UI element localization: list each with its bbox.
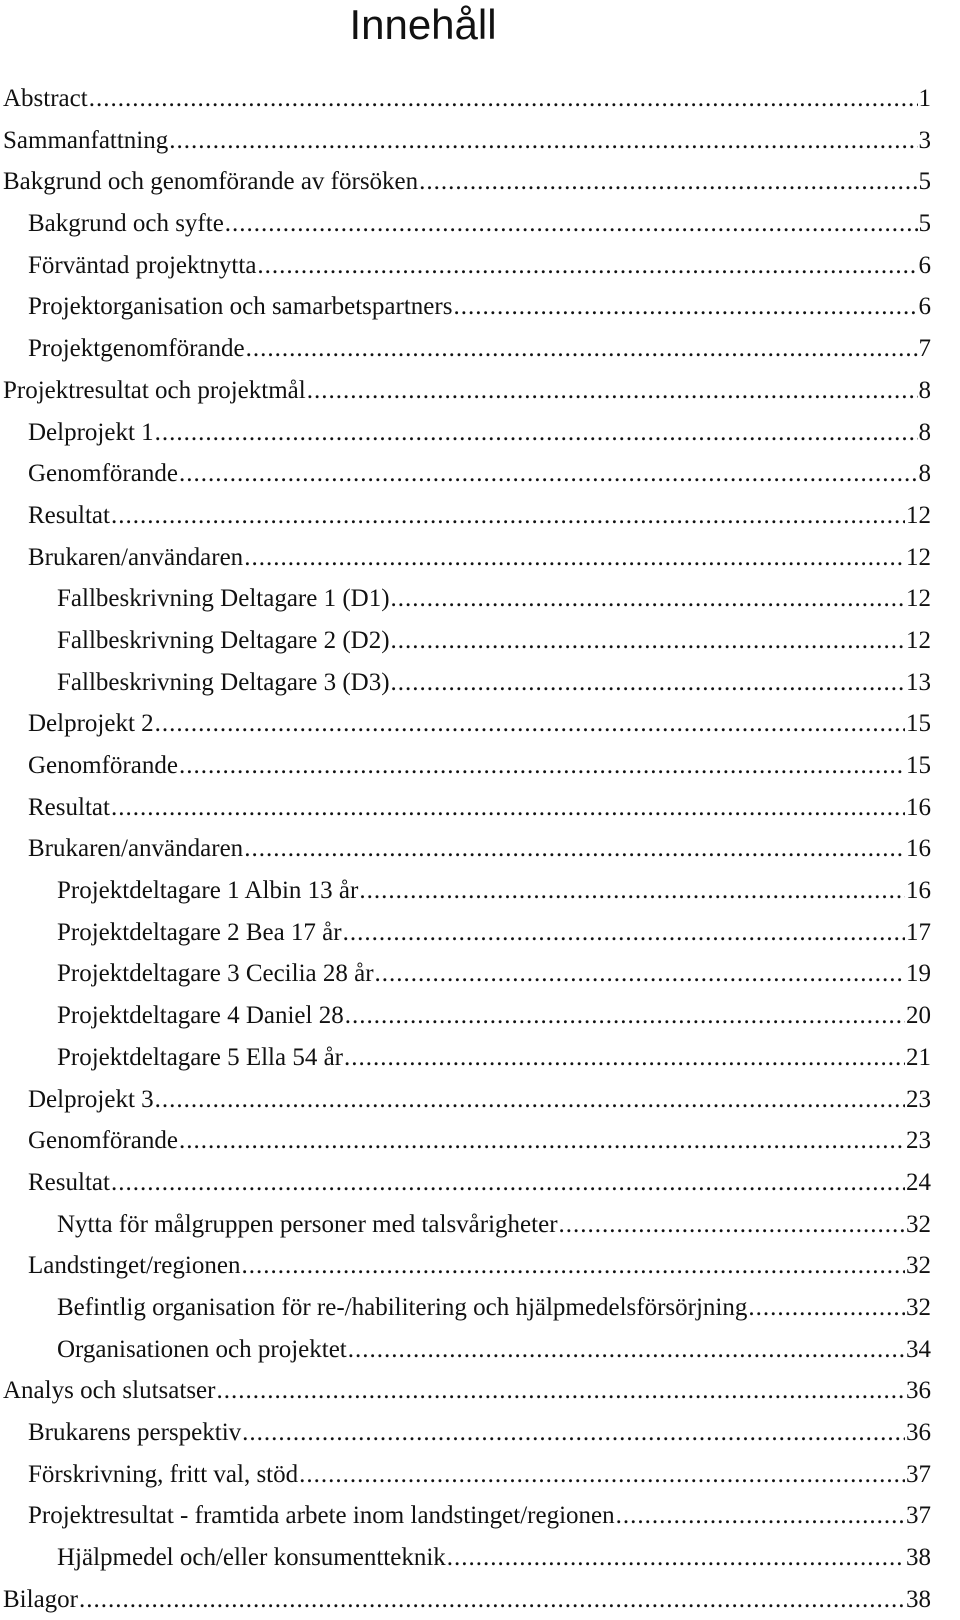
page-title: Innehåll	[349, 1, 497, 48]
toc-entry[interactable]	[3, 953, 931, 995]
toc-entry-label: Bakgrund och syfte	[28, 210, 224, 238]
toc-entry-page-number: 8	[918, 376, 931, 404]
toc-entry-page-number: 37	[906, 1460, 931, 1488]
toc-dot-leader	[179, 1120, 905, 1162]
toc-entry-label: Abstract	[3, 85, 88, 112]
toc-entry[interactable]	[3, 1412, 931, 1454]
toc-dot-leader	[111, 1162, 905, 1204]
toc-entry[interactable]	[3, 120, 931, 162]
toc-entry-page-number: 16	[906, 793, 931, 821]
toc-entry[interactable]	[3, 328, 931, 370]
toc-entry-page-number: 38	[906, 1544, 931, 1572]
toc-entry-page-number: 38	[906, 1585, 931, 1613]
toc-entry[interactable]	[3, 662, 931, 704]
toc-dot-leader	[225, 203, 918, 245]
toc-dot-leader	[244, 537, 905, 579]
toc-dot-leader	[155, 703, 905, 745]
toc-entry-label: Resultat	[28, 793, 110, 821]
toc-entry-page-number: 21	[906, 1043, 931, 1071]
toc-entry-label: Resultat	[28, 1168, 110, 1196]
toc-entry[interactable]	[3, 1037, 931, 1079]
toc-dot-leader	[419, 161, 917, 203]
toc-entry[interactable]	[3, 1454, 931, 1496]
toc-entry-label: Delprojekt 1	[28, 418, 154, 446]
toc-entry[interactable]	[3, 995, 931, 1037]
toc-entry-page-number: 6	[918, 251, 931, 279]
toc-entry-label: Delprojekt 3	[28, 1085, 154, 1113]
toc-dot-leader	[391, 662, 905, 704]
toc-entry-page-number: 12	[906, 626, 931, 654]
toc-entry[interactable]	[3, 1579, 931, 1620]
toc-entry[interactable]	[3, 1537, 931, 1579]
toc-entry-label: Delprojekt 2	[28, 710, 154, 738]
toc-entry[interactable]	[3, 245, 931, 287]
toc-entry[interactable]	[3, 870, 931, 912]
toc-entry[interactable]	[3, 828, 931, 870]
toc-entry-page-number: 8	[918, 460, 931, 488]
toc-entry-label: Analys och slutsatser	[3, 1377, 216, 1405]
toc-dot-leader	[179, 453, 918, 495]
toc-entry-label: Projektdeltagare 3 Cecilia 28 år	[57, 960, 374, 988]
toc-entry-page-number: 1	[918, 85, 931, 112]
toc-entry-label: Hjälpmedel och/eller konsumentteknik	[57, 1544, 446, 1572]
toc-entry-label: Projektdeltagare 2 Bea 17 år	[57, 918, 342, 946]
toc-dot-leader	[391, 578, 905, 620]
toc-entry[interactable]	[3, 286, 931, 328]
toc-entry-page-number: 19	[906, 960, 931, 988]
toc-dot-leader	[453, 286, 917, 328]
table-of-contents	[3, 78, 931, 1620]
toc-entry-label: Fallbeskrivning Deltagare 2 (D2)	[57, 626, 390, 654]
toc-entry-page-number: 15	[906, 710, 931, 738]
toc-entry-label: Projektresultat och projektmål	[3, 376, 306, 404]
toc-entry-label: Nytta för målgruppen personer med talsvårigheter	[57, 1210, 558, 1238]
toc-entry-page-number: 37	[906, 1502, 931, 1530]
toc-entry[interactable]	[3, 1245, 931, 1287]
toc-entry[interactable]	[3, 787, 931, 829]
toc-entry-page-number: 36	[906, 1419, 931, 1446]
toc-entry-label: Projektdeltagare 5 Ella 54 år	[57, 1043, 343, 1071]
toc-dot-leader	[307, 370, 918, 412]
toc-dot-leader	[299, 1454, 905, 1496]
toc-entry[interactable]	[3, 912, 931, 954]
toc-entry-page-number: 23	[906, 1127, 931, 1155]
toc-entry-page-number: 20	[906, 1002, 931, 1030]
toc-entry[interactable]	[3, 370, 931, 412]
toc-entry-page-number: 32	[906, 1252, 931, 1280]
toc-entry-page-number: 8	[918, 418, 931, 446]
toc-dot-leader	[79, 1579, 905, 1620]
toc-entry-page-number: 3	[918, 126, 931, 154]
toc-entry[interactable]	[3, 78, 931, 120]
toc-dot-leader	[216, 1370, 905, 1412]
toc-entry-label: Brukarens perspektiv	[28, 1419, 242, 1446]
toc-entry-label: Fallbeskrivning Deltagare 3 (D3)	[57, 668, 390, 696]
toc-entry-label: Förskrivning, fritt val, stöd	[28, 1460, 299, 1488]
toc-entry[interactable]	[3, 703, 931, 745]
toc-dot-leader	[241, 1245, 905, 1287]
toc-entry-label: Bakgrund och genomförande av försöken	[3, 168, 419, 196]
toc-entry[interactable]	[3, 1287, 931, 1329]
toc-entry-label: Organisationen och projektet	[57, 1335, 347, 1363]
toc-entry[interactable]	[3, 1079, 931, 1121]
toc-dot-leader	[155, 1079, 905, 1121]
toc-dot-leader	[348, 1329, 905, 1371]
toc-dot-leader	[616, 1495, 905, 1537]
toc-dot-leader	[111, 787, 905, 829]
toc-entry-label: Brukaren/användaren	[28, 543, 244, 571]
toc-entry[interactable]	[3, 1120, 931, 1162]
toc-dot-leader	[344, 1037, 905, 1079]
toc-dot-leader	[359, 870, 905, 912]
toc-entry-page-number: 12	[906, 501, 931, 529]
toc-entry-label: Bilagor	[3, 1585, 78, 1613]
toc-dot-leader	[111, 495, 905, 537]
toc-entry-page-number: 36	[906, 1377, 931, 1405]
toc-entry[interactable]	[3, 412, 931, 454]
toc-entry[interactable]	[3, 1204, 931, 1246]
toc-entry-page-number: 5	[918, 168, 931, 196]
toc-entry[interactable]	[3, 620, 931, 662]
toc-entry-page-number: 17	[906, 918, 931, 946]
toc-dot-leader	[246, 328, 918, 370]
toc-entry-page-number: 16	[906, 877, 931, 905]
toc-entry-page-number: 15	[906, 752, 931, 779]
toc-dot-leader	[345, 995, 905, 1037]
toc-entry[interactable]	[3, 745, 931, 787]
toc-entry[interactable]	[3, 537, 931, 579]
toc-entry-label: Befintlig organisation för re-/habilitering och hjälpmedelsförsörjning	[57, 1293, 748, 1321]
toc-entry-label: Projektresultat - framtida arbete inom landstinget/regionen	[28, 1502, 615, 1530]
toc-entry-label: Sammanfattning	[3, 126, 169, 154]
toc-entry-page-number: 32	[906, 1210, 931, 1238]
toc-dot-leader	[155, 412, 918, 454]
toc-entry-label: Brukaren/användaren	[28, 835, 244, 863]
toc-entry[interactable]	[3, 453, 931, 495]
toc-entry-label: Genomförande	[28, 752, 178, 779]
toc-dot-leader	[447, 1537, 905, 1579]
toc-entry-page-number: 12	[906, 585, 931, 613]
toc-dot-leader	[244, 828, 905, 870]
toc-entry-page-number: 7	[918, 335, 931, 363]
toc-entry-label: Projektdeltagare 1 Albin 13 år	[57, 877, 359, 905]
toc-entry-label: Genomförande	[28, 1127, 178, 1155]
toc-entry-label: Förväntad projektnytta	[28, 251, 257, 279]
toc-entry-page-number: 23	[906, 1085, 931, 1113]
toc-dot-leader	[89, 78, 918, 120]
toc-entry-page-number: 16	[906, 835, 931, 863]
toc-entry-label: Projektdeltagare 4 Daniel 28	[57, 1002, 344, 1030]
toc-entry-page-number: 5	[918, 210, 931, 238]
toc-entry[interactable]	[3, 1329, 931, 1371]
toc-entry[interactable]	[3, 578, 931, 620]
toc-entry-page-number: 34	[906, 1335, 931, 1363]
toc-dot-leader	[257, 245, 917, 287]
toc-entry[interactable]	[3, 1370, 931, 1412]
toc-dot-leader	[391, 620, 905, 662]
toc-entry-page-number: 24	[906, 1168, 931, 1196]
toc-entry-label: Projektgenomförande	[28, 335, 245, 363]
toc-entry[interactable]	[3, 495, 931, 537]
toc-entry-label: Projektorganisation och samarbetspartners	[28, 293, 453, 321]
toc-dot-leader	[179, 745, 905, 787]
toc-dot-leader	[375, 953, 905, 995]
toc-dot-leader	[559, 1204, 905, 1246]
toc-entry-page-number: 6	[918, 293, 931, 321]
toc-dot-leader	[748, 1287, 905, 1329]
toc-entry-label: Genomförande	[28, 460, 178, 488]
toc-entry-label: Landstinget/regionen	[28, 1252, 241, 1280]
toc-entry-label: Fallbeskrivning Deltagare 1 (D1)	[57, 585, 390, 613]
toc-entry-page-number: 32	[906, 1293, 931, 1321]
toc-entry[interactable]	[3, 1162, 931, 1204]
toc-entry[interactable]	[3, 203, 931, 245]
toc-dot-leader	[242, 1412, 905, 1454]
toc-entry-page-number: 12	[906, 543, 931, 571]
toc-entry[interactable]	[3, 161, 931, 203]
toc-dot-leader	[343, 912, 905, 954]
toc-entry[interactable]	[3, 1495, 931, 1537]
toc-entry-page-number: 13	[906, 668, 931, 696]
toc-entry-label: Resultat	[28, 501, 110, 529]
toc-dot-leader	[169, 120, 917, 162]
